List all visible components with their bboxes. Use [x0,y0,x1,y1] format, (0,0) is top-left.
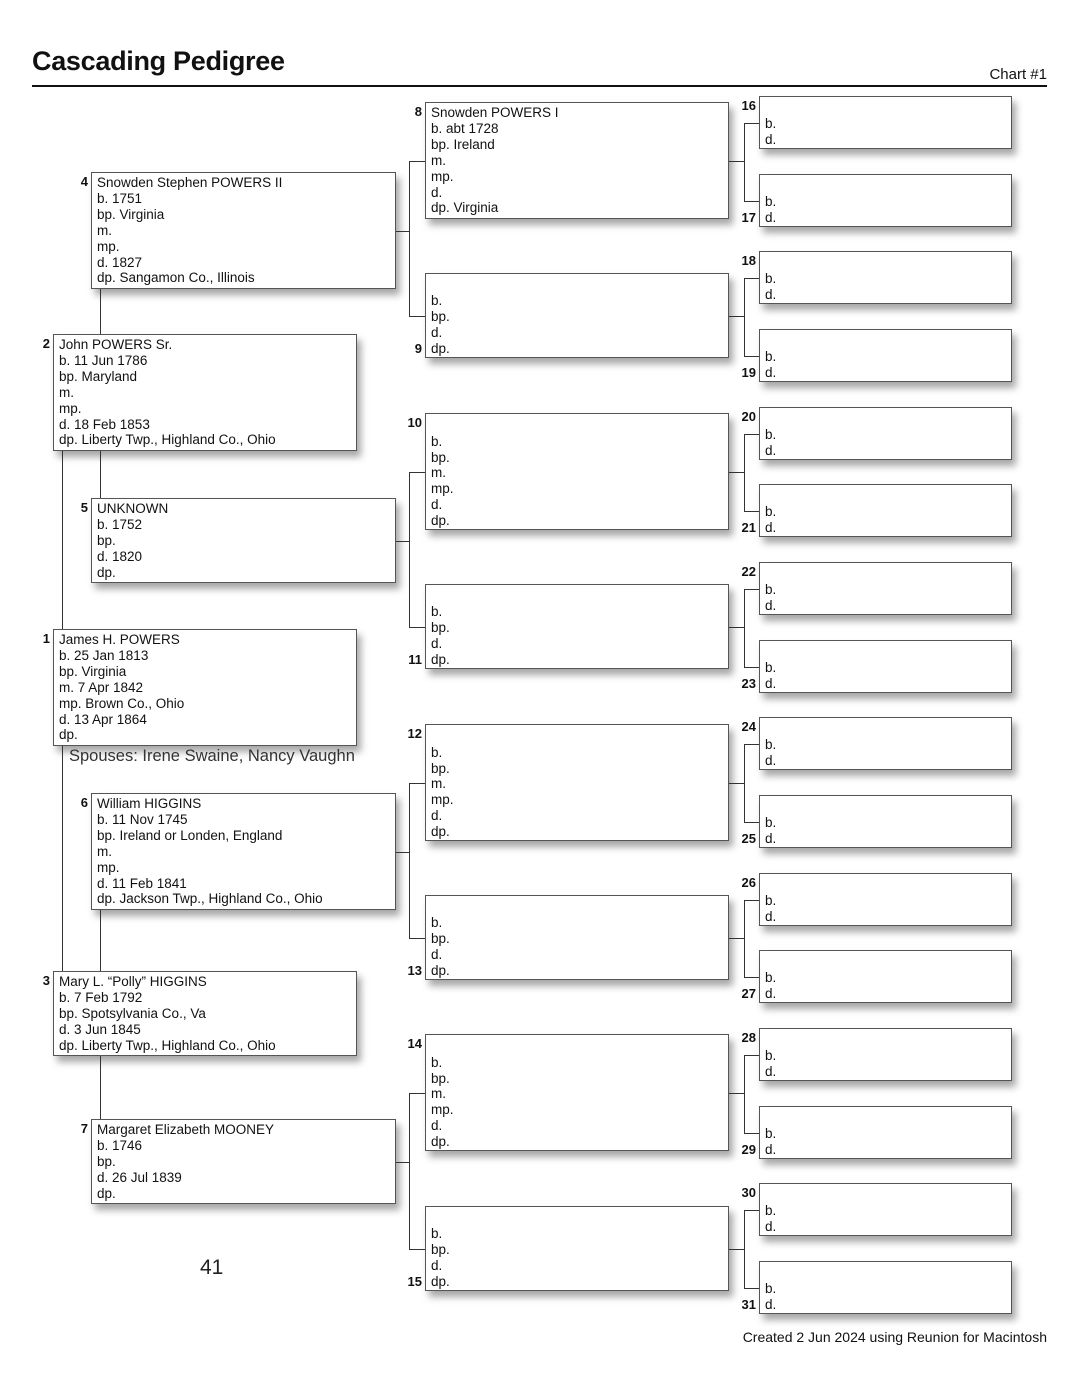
person-fact: dp. [97,1185,116,1201]
person-box-11[interactable] [425,584,729,669]
connector-line [62,746,63,971]
connector-line [396,852,409,853]
person-name [765,799,1011,815]
person-fact: b. [431,915,443,931]
person-fact: d. [765,1219,777,1235]
person-fact: bp. [431,1070,450,1086]
person-name [431,418,728,434]
person-box-3[interactable] [53,971,357,1056]
chart-number: Chart #1 [989,66,1047,83]
person-box-26[interactable] [759,873,1012,926]
person-fact: mp. [97,238,120,254]
person-fact: bp. [431,1242,450,1258]
person-box-20[interactable] [759,407,1012,460]
connector-line [744,744,745,822]
person-fact: bp. [431,931,450,947]
person-fact: mp. [431,168,454,184]
connector-line [744,822,759,823]
connector-line [744,434,745,511]
person-fact: d. [431,1258,443,1274]
person-number-26: 26 [741,875,756,890]
person-fact: d. [765,909,777,925]
person-fact: bp. [431,449,450,465]
person-fact: d. [431,497,443,513]
person-name: UNKNOWN [97,501,169,516]
person-name [431,589,728,605]
person-box-31[interactable] [759,1261,1012,1314]
connector-line [409,472,410,627]
person-fact: d. 13 Apr 1864 [59,711,147,727]
person-fact: d. 1820 [97,548,143,564]
person-name [765,178,1011,194]
person-fact: d. [765,132,777,148]
person-fact: b. [765,1126,777,1142]
person-number-8: 8 [414,104,422,119]
person-name: Mary L. “Polly” HIGGINS [59,974,207,989]
person-number-6: 6 [80,795,88,810]
person-fact: dp. Virginia [431,200,499,216]
person-fact: dp. Liberty Twp., Highland Co., Ohio [59,1037,276,1053]
connector-line [744,123,759,124]
person-fact: d. [765,365,777,381]
person-name [431,900,728,916]
connector-line [744,977,759,978]
person-fact: dp. [431,341,450,357]
person-number-9: 9 [414,341,422,356]
connector-line [744,589,745,667]
person-fact: dp. Jackson Twp., Highland Co., Ohio [97,891,323,907]
person-box-9[interactable] [425,273,729,358]
connector-line [729,627,744,628]
connector-line [729,1093,744,1094]
person-name [765,1032,1011,1048]
connector-line [744,900,745,977]
person-number-24: 24 [741,719,756,734]
person-fact: mp. [59,400,82,416]
person-fact: bp. Ireland or Londen, England [97,827,283,843]
connector-line [409,1093,425,1094]
person-fact: bp. Virginia [59,663,127,679]
connector-line [729,783,744,784]
person-fact: m. [97,222,112,238]
person-box-28[interactable] [759,1028,1012,1081]
person-fact: m. [431,776,446,792]
person-box-12[interactable] [425,724,729,841]
person-box-24[interactable] [759,717,1012,770]
person-fact: m. [431,1086,446,1102]
person-fact: d. [765,520,777,536]
person-fact: dp. Liberty Twp., Highland Co., Ohio [59,432,276,448]
connector-line [409,938,425,939]
person-name [765,721,1011,737]
person-box-14[interactable] [425,1034,729,1151]
person-fact: b. [765,194,777,210]
connector-line [100,289,101,334]
person-fact: dp. [431,963,450,979]
person-fact: m. [431,152,446,168]
person-fact: dp. [97,564,116,580]
connector-line [744,201,759,202]
person-number-18: 18 [741,253,756,268]
person-fact: b. 11 Nov 1745 [97,811,188,827]
person-box-21[interactable] [759,484,1012,537]
person-fact: d. [431,184,443,200]
person-number-15: 15 [407,1274,422,1289]
connector-line [744,278,759,279]
person-number-25: 25 [741,831,756,846]
person-fact: mp. Brown Co., Ohio [59,695,185,711]
person-name [431,729,728,745]
person-fact: b. [431,744,443,760]
person-fact: b. 1746 [97,1137,143,1153]
person-fact: b. [765,582,777,598]
connector-line [744,511,759,512]
person-box-19[interactable] [759,329,1012,382]
person-number-2: 2 [42,336,50,351]
person-fact: b. 1751 [97,190,143,206]
person-fact: b. [765,427,777,443]
person-fact: b. [765,660,777,676]
person-name: John POWERS Sr. [59,337,173,352]
connector-line [744,1288,759,1289]
person-box-4[interactable] [91,172,396,289]
person-name [765,1110,1011,1126]
person-fact: d. [765,676,777,692]
person-number-10: 10 [407,415,422,430]
person-box-8[interactable] [425,102,729,219]
person-name [431,1039,728,1055]
person-fact: bp. Maryland [59,368,138,384]
person-name [765,877,1011,893]
person-fact: dp. [59,727,78,743]
person-fact: dp. [431,1134,450,1150]
person-fact: d. [765,443,777,459]
person-box-25[interactable] [759,795,1012,848]
person-fact: mp. [431,481,454,497]
person-number-14: 14 [407,1036,422,1051]
person-fact: b. [765,1048,777,1064]
person-name [765,566,1011,582]
person-number-16: 16 [741,98,756,113]
person-name [431,1211,728,1227]
person-fact: d. 1827 [97,254,143,270]
person-fact: mp. [431,792,454,808]
person-box-10[interactable] [425,413,729,530]
connector-line [744,589,759,590]
person-number-31: 31 [741,1297,756,1312]
person-fact: d. 11 Feb 1841 [97,875,187,891]
person-box-2[interactable] [53,334,357,451]
person-fact: mp. [431,1102,454,1118]
person-number-11: 11 [408,652,422,667]
person-fact: m. [431,465,446,481]
person-fact: d. [431,1118,443,1134]
connector-line [409,161,410,316]
person-name: Snowden POWERS I [431,105,559,120]
person-box-1[interactable] [53,629,357,746]
person-fact: b. abt 1728 [431,120,499,136]
connector-line [409,316,425,317]
person-fact: b. [765,815,777,831]
person-name: William HIGGINS [97,796,202,811]
connector-line [744,1210,745,1288]
person-box-5[interactable] [91,498,396,583]
person-fact: d. [765,1297,777,1313]
person-fact: b. [765,737,777,753]
person-fact: d. [765,753,777,769]
person-name [765,333,1011,349]
person-fact: d. [431,808,443,824]
person-fact: d. [765,1142,777,1158]
connector-line [744,123,745,201]
person-number-23: 23 [741,676,756,691]
person-fact: m. [59,384,74,400]
person-number-7: 7 [80,1121,88,1136]
person-fact: bp. [431,760,450,776]
person-name: Snowden Stephen POWERS II [97,175,283,190]
person-fact: b. 7 Feb 1792 [59,989,143,1005]
connector-line [729,938,744,939]
person-number-28: 28 [741,1030,756,1045]
person-box-16[interactable] [759,96,1012,149]
connector-line [744,434,759,435]
connector-line [744,900,759,901]
connector-line [396,231,409,232]
person-number-27: 27 [741,986,756,1001]
person-fact: dp. [431,824,450,840]
connector-line [409,1249,425,1250]
connector-line [744,667,759,668]
person-fact: b. 11 Jun 1786 [59,352,148,368]
connector-line [396,1162,409,1163]
connector-line [396,541,409,542]
connector-line [744,278,745,356]
person-fact: d. [765,986,777,1002]
person-fact: mp. [97,859,120,875]
person-fact: b. [431,293,443,309]
person-fact: b. [765,1281,777,1297]
person-fact: d. 18 Feb 1853 [59,416,150,432]
person-box-6[interactable] [91,793,396,910]
person-fact: d. [765,831,777,847]
connector-line [409,783,410,938]
person-fact: d. 3 Jun 1845 [59,1021,141,1037]
person-name [765,1265,1011,1281]
person-fact: d. [765,210,777,226]
person-fact: dp. Sangamon Co., Illinois [97,270,255,286]
person-fact: b. [765,349,777,365]
person-fact: d. [765,287,777,303]
person-name [765,255,1011,271]
person-fact: b. [765,116,777,132]
person-fact: bp. Ireland [431,136,495,152]
connector-line [100,1056,101,1119]
person-fact: d. [431,325,443,341]
person-fact: b. [431,433,443,449]
person-number-29: 29 [741,1142,756,1157]
person-fact: dp. [431,652,450,668]
connector-line [744,1055,745,1133]
person-box-17[interactable] [759,174,1012,227]
person-box-15[interactable] [425,1206,729,1291]
person-fact: dp. [431,1274,450,1290]
person-box-7[interactable] [91,1119,396,1204]
connector-line [100,910,101,971]
connector-line [409,627,425,628]
person-fact: b. [431,1054,443,1070]
person-fact: d. [431,947,443,963]
person-fact: bp. [97,532,116,548]
person-fact: b. 25 Jan 1813 [59,647,149,663]
connector-line [744,1133,759,1134]
person-fact: bp. [431,620,450,636]
person-fact: b. 1752 [97,516,143,532]
person-box-30[interactable] [759,1183,1012,1236]
person-box-29[interactable] [759,1106,1012,1159]
person-name [765,644,1011,660]
person-fact: bp. Virginia [97,206,165,222]
person-box-13[interactable] [425,895,729,980]
connector-line [744,744,759,745]
person-fact: bp. Spotsylvania Co., Va [59,1005,206,1021]
person-box-18[interactable] [759,251,1012,304]
person-fact: b. [765,1203,777,1219]
connector-line [729,161,744,162]
person-name: Margaret Elizabeth MOONEY [97,1122,275,1137]
person-number-21: 21 [741,520,756,535]
person-number-30: 30 [741,1185,756,1200]
person-name [765,954,1011,970]
page-number: 41 [200,1256,224,1279]
footer-credit: Created 2 Jun 2024 using Reunion for Macintosh [742,1329,1047,1345]
person-number-12: 12 [407,726,422,741]
person-box-23[interactable] [759,640,1012,693]
connector-line [744,1055,759,1056]
person-fact: b. [765,893,777,909]
connector-line [409,1093,410,1249]
person-fact: b. [765,504,777,520]
person-number-17: 17 [741,210,756,225]
person-fact: d. 26 Jul 1839 [97,1169,182,1185]
person-fact: dp. [431,513,450,529]
person-box-22[interactable] [759,562,1012,615]
person-name [765,1187,1011,1203]
person-fact: b. [765,970,777,986]
person-fact: bp. [97,1153,116,1169]
person-fact: b. [765,271,777,287]
person-fact: d. [431,636,443,652]
person-name [431,278,728,294]
person-fact: d. [765,1064,777,1080]
person-box-27[interactable] [759,950,1012,1003]
person-number-20: 20 [741,409,756,424]
person-number-1: 1 [42,631,50,646]
person-name [765,100,1011,116]
person-fact: m. [97,843,112,859]
connector-line [729,472,744,473]
person-number-4: 4 [80,174,88,189]
title-rule [32,85,1047,87]
person-number-3: 3 [42,973,50,988]
connector-line [409,783,425,784]
person-fact: bp. [431,309,450,325]
connector-line [744,356,759,357]
person-number-5: 5 [80,500,88,515]
person-name: James H. POWERS [59,632,180,647]
person-number-13: 13 [407,963,422,978]
spouses-note: Spouses: Irene Swaine, Nancy Vaughn [69,747,355,765]
page-title: Cascading Pedigree [32,46,285,76]
connector-line [409,161,425,162]
person-fact: b. [431,604,443,620]
connector-line [744,1210,759,1211]
connector-line [62,451,63,629]
connector-line [100,451,101,498]
connector-line [409,472,425,473]
person-number-19: 19 [741,365,756,380]
person-name [765,411,1011,427]
person-fact: b. [431,1226,443,1242]
connector-line [729,1249,744,1250]
person-fact: d. [765,598,777,614]
person-fact: m. 7 Apr 1842 [59,679,144,695]
connector-line [729,316,744,317]
person-number-22: 22 [741,564,756,579]
person-name [765,488,1011,504]
